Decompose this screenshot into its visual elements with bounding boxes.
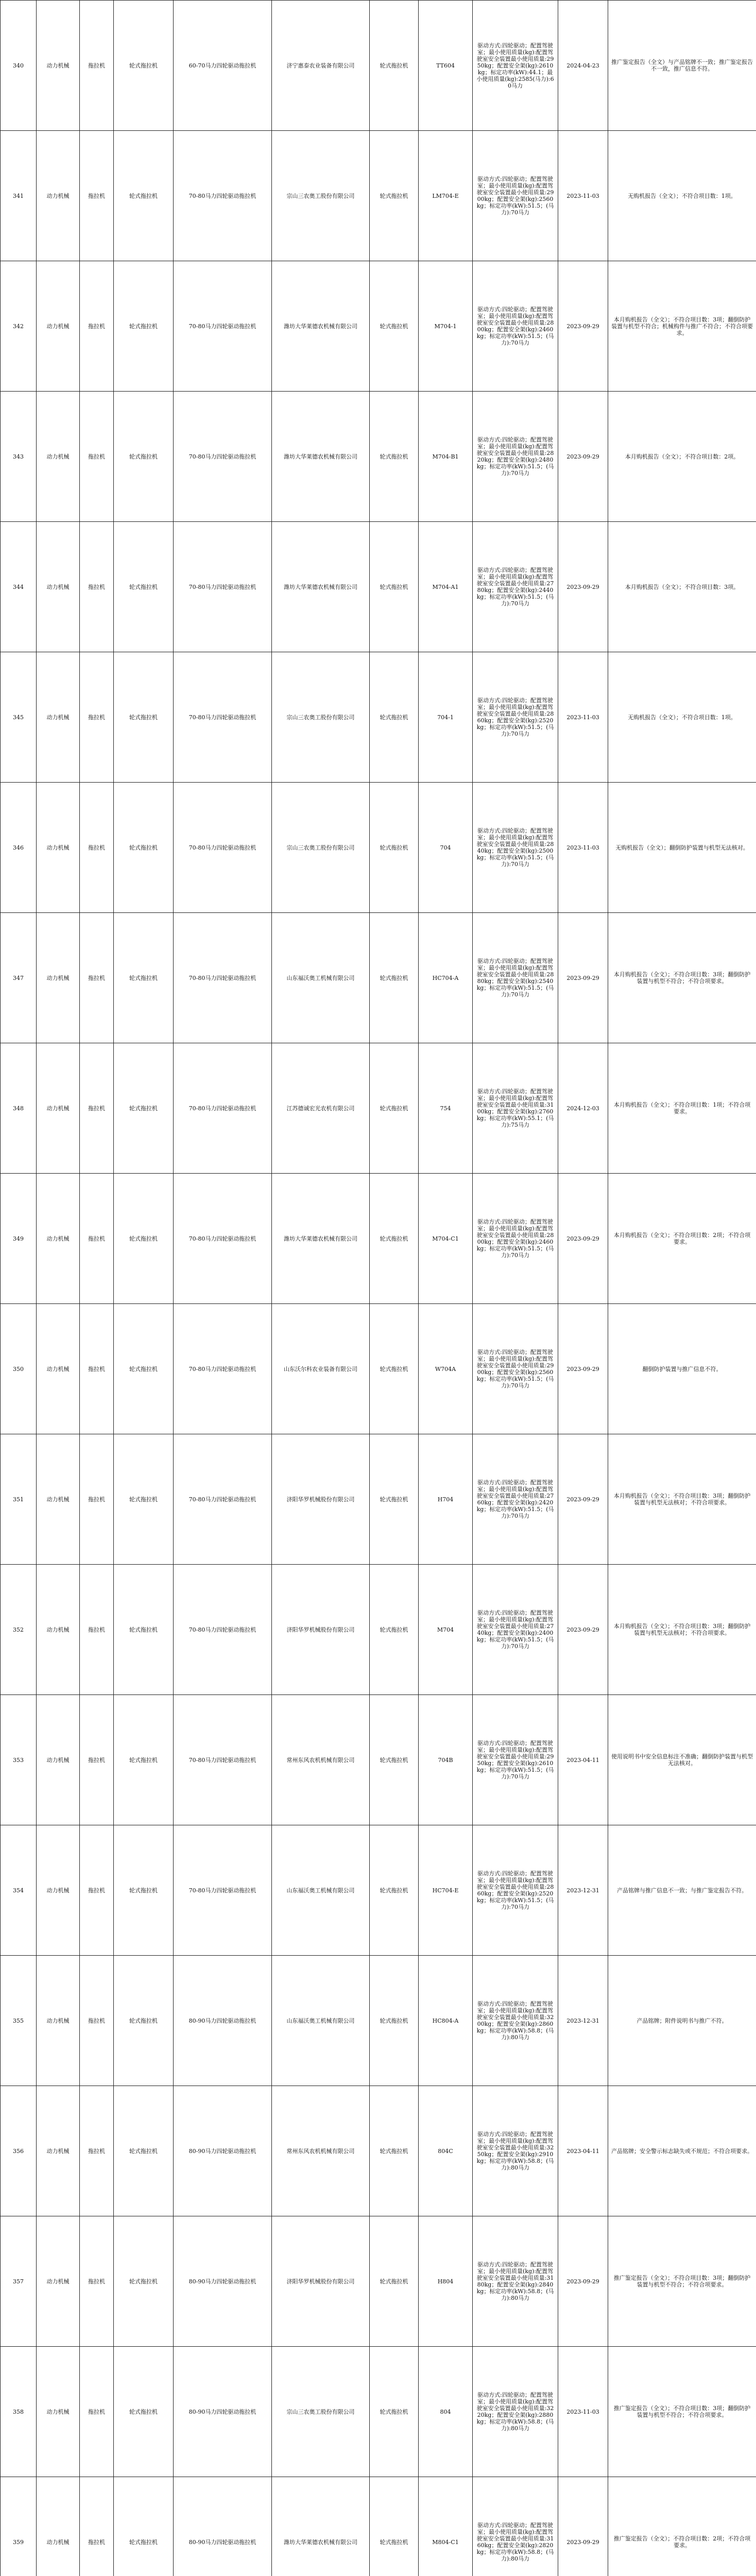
category-major: 动力机械 (37, 913, 80, 1043)
machine-type: 轮式拖拉机 (370, 261, 419, 392)
config-params: 驱动方式:四轮驱动；配置驾驶室；最小使用质量(kg):配置驾驶室安全装置最小使用质量:3200kg；配置安全架(kg):2860kg；标定功率(kW):58.8；(马力):80马力 (473, 1956, 558, 2086)
config-params: 驱动方式:四轮驱动；配置驾驶室；最小使用质量(kg):配置驾驶室安全装置最小使用质量:2800kg；配置安全架(kg):2460kg；标定功率(kW):51.5；(马力):70马力 (473, 261, 558, 392)
category-mid: 拖拉机 (80, 783, 114, 913)
spec-tier: 80-90马力四轮驱动拖拉机 (174, 2086, 272, 2216)
category-major: 动力机械 (37, 652, 80, 783)
category-mid: 拖拉机 (80, 1174, 114, 1304)
model-number: 754 (419, 1043, 473, 1174)
manufacturer: 宗山三农奥工股份有限公司 (272, 131, 370, 261)
model-number: HC704-A (419, 913, 473, 1043)
table-row (1, 1956, 756, 2086)
nonconformity-reason: 本月购机报告（全文）；不符合项目数：2项。 (608, 392, 756, 522)
machine-type: 轮式拖拉机 (370, 1565, 419, 1695)
category-major: 动力机械 (37, 2347, 80, 2477)
row-number: 350 (1, 1304, 37, 1434)
row-number: 347 (1, 913, 37, 1043)
table-row (1, 261, 756, 392)
machine-type: 轮式拖拉机 (370, 913, 419, 1043)
model-number: HC704-E (419, 1825, 473, 1956)
category-mid: 拖拉机 (80, 2086, 114, 2216)
config-params: 驱动方式:四轮驱动；配置驾驶室；最小使用质量(kg):配置驾驶室安全装置最小使用质量:2740kg；配置安全架(kg):2400kg；标定功率(kW):51.5；(马力):70马力 (473, 1565, 558, 1695)
config-params: 驱动方式:四轮驱动；配置驾驶室；最小使用质量(kg):配置驾驶室安全装置最小使用质量:2840kg；配置安全架(kg):2500kg；标定功率(kW):51.5；(马力):70马力 (473, 783, 558, 913)
category-minor: 轮式拖拉机 (114, 2086, 174, 2216)
table-row (1, 1304, 756, 1434)
table-row (1, 2216, 756, 2347)
row-number: 357 (1, 2216, 37, 2347)
spec-tier: 80-90马力四轮驱动拖拉机 (174, 2216, 272, 2347)
table-body (1, 1, 756, 2576)
table-row (1, 1434, 756, 1565)
category-minor: 轮式拖拉机 (114, 2216, 174, 2347)
check-date: 2023-09-29 (558, 1434, 608, 1565)
nonconformity-reason: 无购机报告（全文）；不符合项目数：1项。 (608, 131, 756, 261)
check-date: 2023-09-29 (558, 2477, 608, 2576)
check-date: 2023-09-29 (558, 2216, 608, 2347)
category-minor: 轮式拖拉机 (114, 261, 174, 392)
table-row (1, 2477, 756, 2576)
config-params: 驱动方式:四轮驱动；配置驾驶室；最小使用质量(kg):配置驾驶室安全装置最小使用质量:2780kg；配置安全架(kg):2440kg；标定功率(kW):51.5；(马力):70马力 (473, 522, 558, 652)
spec-tier: 70-80马力四轮驱动拖拉机 (174, 392, 272, 522)
nonconformity-reason: 本月购机报告（全文）；不符合项目数：3项；翻倒防护装置与机型不符合；不符合项要求。 (608, 913, 756, 1043)
machine-type: 轮式拖拉机 (370, 522, 419, 652)
model-number: 704 (419, 783, 473, 913)
category-mid: 拖拉机 (80, 913, 114, 1043)
manufacturer: 山东福沃奥工机械有限公司 (272, 1825, 370, 1956)
check-date: 2023-09-29 (558, 522, 608, 652)
config-params: 驱动方式:四轮驱动；配置驾驶室；最小使用质量(kg):配置驾驶室安全装置最小使用质量:3100kg；配置安全架(kg):2760kg；标定功率(kW):55.1；(马力):75马力 (473, 1043, 558, 1174)
category-major: 动力机械 (37, 392, 80, 522)
manufacturer: 潍坊大华莱德农机械有限公司 (272, 1174, 370, 1304)
spec-tier: 80-90马力四轮驱动拖拉机 (174, 2347, 272, 2477)
category-major: 动力机械 (37, 1043, 80, 1174)
nonconformity-reason: 推广鉴定报告（全文）；不符合项目数：3项；翻倒防护装置与机型不符合；不符合项要求。 (608, 2216, 756, 2347)
category-minor: 轮式拖拉机 (114, 522, 174, 652)
nonconformity-reason: 本月购机报告（全文）；不符合项目数：3项；翻倒防护装置与机型不符合；机械构件与推广不符合；不符合项要求。 (608, 261, 756, 392)
row-number: 341 (1, 131, 37, 261)
category-mid: 拖拉机 (80, 131, 114, 261)
spec-tier: 70-80马力四轮驱动拖拉机 (174, 1825, 272, 1956)
row-number: 349 (1, 1174, 37, 1304)
config-params: 驱动方式:四轮驱动；配置驾驶室；最小使用质量(kg):配置驾驶室安全装置最小使用质量:2900kg；配置安全架(kg):2560kg；标定功率(kW):51.5；(马力):70马力 (473, 1304, 558, 1434)
nonconformity-reason: 产品铭牌与推广信息不一致；与推广鉴定报告不符。 (608, 1825, 756, 1956)
category-major: 动力机械 (37, 1434, 80, 1565)
spec-tier: 70-80马力四轮驱动拖拉机 (174, 783, 272, 913)
spec-tier: 70-80马力四轮驱动拖拉机 (174, 1434, 272, 1565)
row-number: 342 (1, 261, 37, 392)
machine-type: 轮式拖拉机 (370, 1434, 419, 1565)
table-row (1, 913, 756, 1043)
manufacturer: 山东沃尔科农业装备有限公司 (272, 1304, 370, 1434)
model-number: 704-1 (419, 652, 473, 783)
check-date: 2023-11-03 (558, 783, 608, 913)
config-params: 驱动方式:四轮驱动；配置驾驶室；最小使用质量(kg):配置驾驶室安全装置最小使用质量:3250kg；配置安全架(kg):2910kg；标定功率(kW):58.8；(马力):80马力 (473, 2086, 558, 2216)
check-date: 2023-11-03 (558, 652, 608, 783)
category-major: 动力机械 (37, 1565, 80, 1695)
check-date: 2023-09-29 (558, 1174, 608, 1304)
spec-tier: 70-80马力四轮驱动拖拉机 (174, 131, 272, 261)
row-number: 343 (1, 392, 37, 522)
model-number: 804 (419, 2347, 473, 2477)
model-number: LM704-E (419, 131, 473, 261)
category-minor: 轮式拖拉机 (114, 1825, 174, 1956)
category-minor: 轮式拖拉机 (114, 1434, 174, 1565)
category-major: 动力机械 (37, 261, 80, 392)
machine-type: 轮式拖拉机 (370, 1, 419, 131)
row-number: 356 (1, 2086, 37, 2216)
table-row (1, 1695, 756, 1825)
category-major: 动力机械 (37, 783, 80, 913)
nonconformity-reason: 本月购机报告（全文）；不符合项目数：2项；不符合项要求。 (608, 1174, 756, 1304)
manufacturer: 济阳华罗机械股份有限公司 (272, 1434, 370, 1565)
machine-type: 轮式拖拉机 (370, 1956, 419, 2086)
model-number: M704-C1 (419, 1174, 473, 1304)
spec-tier: 70-80马力四轮驱动拖拉机 (174, 1695, 272, 1825)
manufacturer: 济阳华罗机械股份有限公司 (272, 2216, 370, 2347)
check-date: 2023-09-29 (558, 913, 608, 1043)
machine-type: 轮式拖拉机 (370, 2216, 419, 2347)
category-minor: 轮式拖拉机 (114, 392, 174, 522)
check-date: 2024-04-23 (558, 1, 608, 131)
model-number: H704 (419, 1434, 473, 1565)
row-number: 359 (1, 2477, 37, 2576)
check-date: 2023-04-11 (558, 1695, 608, 1825)
category-mid: 拖拉机 (80, 652, 114, 783)
category-major: 动力机械 (37, 522, 80, 652)
table-row (1, 652, 756, 783)
category-major: 动力机械 (37, 1825, 80, 1956)
category-minor: 轮式拖拉机 (114, 1, 174, 131)
manufacturer: 常州东风农机机械有限公司 (272, 1695, 370, 1825)
category-minor: 轮式拖拉机 (114, 1174, 174, 1304)
category-minor: 轮式拖拉机 (114, 913, 174, 1043)
table-row (1, 2347, 756, 2477)
category-mid: 拖拉机 (80, 2347, 114, 2477)
manufacturer: 潍坊大华莱德农机械有限公司 (272, 522, 370, 652)
category-mid: 拖拉机 (80, 1434, 114, 1565)
category-major: 动力机械 (37, 131, 80, 261)
config-params: 驱动方式:四轮驱动；配置驾驶室；最小使用质量(kg):配置驾驶室安全装置最小使用质量:2950kg；配置安全架(kg):2610kg；标定功率(kW):51.5；(马力):70马力 (473, 1695, 558, 1825)
table-row (1, 2086, 756, 2216)
model-number: TT604 (419, 1, 473, 131)
category-mid: 拖拉机 (80, 261, 114, 392)
category-mid: 拖拉机 (80, 1304, 114, 1434)
category-mid: 拖拉机 (80, 1, 114, 131)
table-row (1, 131, 756, 261)
nonconformity-reason: 无购机报告（全文）；翻倒防护装置与机型无法核对。 (608, 783, 756, 913)
model-number: M704-1 (419, 261, 473, 392)
row-number: 345 (1, 652, 37, 783)
manufacturer: 山东福沃奥工机械有限公司 (272, 913, 370, 1043)
category-mid: 拖拉机 (80, 1043, 114, 1174)
model-number: M704-B1 (419, 392, 473, 522)
category-minor: 轮式拖拉机 (114, 1565, 174, 1695)
category-major: 动力机械 (37, 1, 80, 131)
manufacturer: 济宁惠泰农业装备有限公司 (272, 1, 370, 131)
config-params: 驱动方式:四轮驱动；配置驾驶室；最小使用质量(kg):配置驾驶室安全装置最小使用质量:2860kg；配置安全架(kg):2520kg；标定功率(kW):51.5；(马力):70马力 (473, 652, 558, 783)
spec-tier: 80-90马力四轮驱动拖拉机 (174, 2477, 272, 2576)
machine-type: 轮式拖拉机 (370, 1304, 419, 1434)
manufacturer: 宗山三农奥工股份有限公司 (272, 652, 370, 783)
row-number: 353 (1, 1695, 37, 1825)
row-number: 355 (1, 1956, 37, 2086)
machine-type: 轮式拖拉机 (370, 1043, 419, 1174)
category-mid: 拖拉机 (80, 392, 114, 522)
check-date: 2023-09-29 (558, 1304, 608, 1434)
spec-tier: 70-80马力四轮驱动拖拉机 (174, 1304, 272, 1434)
check-date: 2023-09-29 (558, 1565, 608, 1695)
category-major: 动力机械 (37, 2477, 80, 2576)
nonconformity-reason: 产品铭牌；附件说明书与推广不符。 (608, 1956, 756, 2086)
machine-type: 轮式拖拉机 (370, 1695, 419, 1825)
category-major: 动力机械 (37, 1304, 80, 1434)
nonconformity-reason: 翻倒防护装置与推广信息不符。 (608, 1304, 756, 1434)
manufacturer: 宗山三农奥工股份有限公司 (272, 2347, 370, 2477)
spec-tier: 60-70马力四轮驱动拖拉机 (174, 1, 272, 131)
config-params: 驱动方式:四轮驱动；配置驾驶室；最小使用质量(kg):配置驾驶室安全装置最小使用质量:3180kg；配置安全架(kg):2840kg；标定功率(kW):58.8；(马力):80马力 (473, 2216, 558, 2347)
machine-type: 轮式拖拉机 (370, 2347, 419, 2477)
table-row (1, 1174, 756, 1304)
model-number: W704A (419, 1304, 473, 1434)
category-mid: 拖拉机 (80, 2216, 114, 2347)
check-date: 2023-09-29 (558, 392, 608, 522)
config-params: 驱动方式:四轮驱动；配置驾驶室；最小使用质量(kg):配置驾驶室安全装置最小使用质量:2900kg；配置安全架(kg):2560kg；标定功率(kW):51.5；(马力):70马力 (473, 131, 558, 261)
model-number: 704B (419, 1695, 473, 1825)
row-number: 351 (1, 1434, 37, 1565)
category-minor: 轮式拖拉机 (114, 131, 174, 261)
config-params: 驱动方式:四轮驱动；配置驾驶室；最小使用质量(kg):配置驾驶室安全装置最小使用质量:2950kg；配置安全架(kg):2610kg；标定功率(kW):44.1；最小使用质量(kg):2585(马力):60马力 (473, 1, 558, 131)
table-row (1, 392, 756, 522)
machine-type: 轮式拖拉机 (370, 1825, 419, 1956)
table-row (1, 783, 756, 913)
config-params: 驱动方式:四轮驱动；配置驾驶室；最小使用质量(kg):配置驾驶室安全装置最小使用质量:2760kg；配置安全架(kg):2420kg；标定功率(kW):51.5；(马力):70马力 (473, 1434, 558, 1565)
spec-tier: 70-80马力四轮驱动拖拉机 (174, 261, 272, 392)
check-date: 2023-12-31 (558, 1956, 608, 2086)
model-number: M704-A1 (419, 522, 473, 652)
category-mid: 拖拉机 (80, 2477, 114, 2576)
row-number: 340 (1, 1, 37, 131)
spec-tier: 70-80马力四轮驱动拖拉机 (174, 913, 272, 1043)
category-minor: 轮式拖拉机 (114, 2347, 174, 2477)
category-mid: 拖拉机 (80, 522, 114, 652)
table-row (1, 1, 756, 131)
nonconformity-reason: 本月购机报告（全文）；不符合项目数：3项。 (608, 522, 756, 652)
check-date: 2023-04-11 (558, 2086, 608, 2216)
manufacturer: 济阳华罗机械股份有限公司 (272, 1565, 370, 1695)
category-major: 动力机械 (37, 1695, 80, 1825)
model-number: HC804-A (419, 1956, 473, 2086)
category-minor: 轮式拖拉机 (114, 1695, 174, 1825)
manufacturer: 潍坊大华莱德农机械有限公司 (272, 392, 370, 522)
model-number: 804C (419, 2086, 473, 2216)
nonconformity-reason: 本月购机报告（全文）；不符合项目数：3项；翻倒防护装置与机型无法核对；不符合项要求。 (608, 1434, 756, 1565)
machine-type: 轮式拖拉机 (370, 1174, 419, 1304)
row-number: 352 (1, 1565, 37, 1695)
check-date: 2023-11-03 (558, 2347, 608, 2477)
category-mid: 拖拉机 (80, 1825, 114, 1956)
category-minor: 轮式拖拉机 (114, 1043, 174, 1174)
category-minor: 轮式拖拉机 (114, 1956, 174, 2086)
category-minor: 轮式拖拉机 (114, 1304, 174, 1434)
nonconformity-reason: 本月购机报告（全文）；不符合项目数：1项；不符合项要求。 (608, 1043, 756, 1174)
table-row (1, 1565, 756, 1695)
category-mid: 拖拉机 (80, 1695, 114, 1825)
manufacturer: 潍坊大华莱德农机械有限公司 (272, 261, 370, 392)
category-minor: 轮式拖拉机 (114, 2477, 174, 2576)
manufacturer: 潍坊大华莱德农机械有限公司 (272, 2477, 370, 2576)
category-mid: 拖拉机 (80, 1565, 114, 1695)
category-minor: 轮式拖拉机 (114, 652, 174, 783)
table-row (1, 522, 756, 652)
category-major: 动力机械 (37, 1956, 80, 2086)
config-params: 驱动方式:四轮驱动；配置驾驶室；最小使用质量(kg):配置驾驶室安全装置最小使用质量:3160kg；配置安全架(kg):2820kg；标定功率(kW):58.8；(马力):80马力 (473, 2477, 558, 2576)
category-mid: 拖拉机 (80, 1956, 114, 2086)
table-row (1, 1043, 756, 1174)
nonconformity-reason: 本月购机报告（全文）；不符合项目数：3项；翻倒防护装置与机型无法核对；不符合项要求。 (608, 1565, 756, 1695)
spec-tier: 70-80马力四轮驱动拖拉机 (174, 522, 272, 652)
machine-type: 轮式拖拉机 (370, 2086, 419, 2216)
manufacturer: 常州东风农机机械有限公司 (272, 2086, 370, 2216)
nonconformity-reason: 推广鉴定报告（全文）与产品铭牌不一致；推广鉴定报告不一致，推广信息不符。 (608, 1, 756, 131)
model-number: M804-C1 (419, 2477, 473, 2576)
check-date: 2023-11-03 (558, 131, 608, 261)
spec-tier: 80-90马力四轮驱动拖拉机 (174, 1956, 272, 2086)
spec-tier: 70-80马力四轮驱动拖拉机 (174, 1174, 272, 1304)
manufacturer: 江苏德诚宏光农机有限公司 (272, 1043, 370, 1174)
category-major: 动力机械 (37, 2086, 80, 2216)
nonconformity-reason: 推广鉴定报告（全文）；不符合项目数：2项；不符合项要求。 (608, 2477, 756, 2576)
row-number: 344 (1, 522, 37, 652)
category-major: 动力机械 (37, 2216, 80, 2347)
check-date: 2023-12-31 (558, 1825, 608, 1956)
config-params: 驱动方式:四轮驱动；配置驾驶室；最小使用质量(kg):配置驾驶室安全装置最小使用质量:3220kg；配置安全架(kg):2880kg；标定功率(kW):58.8；(马力):80马力 (473, 2347, 558, 2477)
category-minor: 轮式拖拉机 (114, 783, 174, 913)
manufacturer: 宗山三农奥工股份有限公司 (272, 783, 370, 913)
spec-tier: 70-80马力四轮驱动拖拉机 (174, 1565, 272, 1695)
model-number: M704 (419, 1565, 473, 1695)
check-date: 2024-12-03 (558, 1043, 608, 1174)
row-number: 358 (1, 2347, 37, 2477)
machine-type: 轮式拖拉机 (370, 783, 419, 913)
manufacturer: 山东福沃奥工机械有限公司 (272, 1956, 370, 2086)
row-number: 348 (1, 1043, 37, 1174)
machine-type: 轮式拖拉机 (370, 392, 419, 522)
nonconformity-reason: 推广鉴定报告（全文）；不符合项目数：3项；翻倒防护装置与机型不符合；不符合项要求。 (608, 2347, 756, 2477)
machine-type: 轮式拖拉机 (370, 131, 419, 261)
spec-tier: 70-80马力四轮驱动拖拉机 (174, 652, 272, 783)
category-major: 动力机械 (37, 1174, 80, 1304)
machine-type: 轮式拖拉机 (370, 652, 419, 783)
spec-tier: 70-80马力四轮驱动拖拉机 (174, 1043, 272, 1174)
config-params: 驱动方式:四轮驱动；配置驾驶室；最小使用质量(kg):配置驾驶室安全装置最小使用质量:2820kg；配置安全架(kg):2480kg；标定功率(kW):51.5；(马力):70马力 (473, 392, 558, 522)
config-params: 驱动方式:四轮驱动；配置驾驶室；最小使用质量(kg):配置驾驶室安全装置最小使用质量:2860kg；配置安全架(kg):2520kg；标定功率(kW):51.5；(马力):70马力 (473, 1825, 558, 1956)
config-params: 驱动方式:四轮驱动；配置驾驶室；最小使用质量(kg):配置驾驶室安全装置最小使用质量:2800kg；配置安全架(kg):2460kg；标定功率(kW):51.5；(马力):70马力 (473, 1174, 558, 1304)
check-date: 2023-09-29 (558, 261, 608, 392)
nonconformity-reason: 无购机报告（全文）；不符合项目数：1项。 (608, 652, 756, 783)
machine-type: 轮式拖拉机 (370, 2477, 419, 2576)
row-number: 346 (1, 783, 37, 913)
nonconformity-reason: 使用说明书中安全信息标注不准确；翻倒防护装置与机型无法核对。 (608, 1695, 756, 1825)
nonconformity-reason: 产品铭牌；安全警示标志缺失或不规范；不符合项要求。 (608, 2086, 756, 2216)
table-row (1, 1825, 756, 1956)
config-params: 驱动方式:四轮驱动；配置驾驶室；最小使用质量(kg):配置驾驶室安全装置最小使用质量:2880kg；配置安全架(kg):2540kg；标定功率(kW):51.5；(马力):70马力 (473, 913, 558, 1043)
model-number: H804 (419, 2216, 473, 2347)
row-number: 354 (1, 1825, 37, 1956)
